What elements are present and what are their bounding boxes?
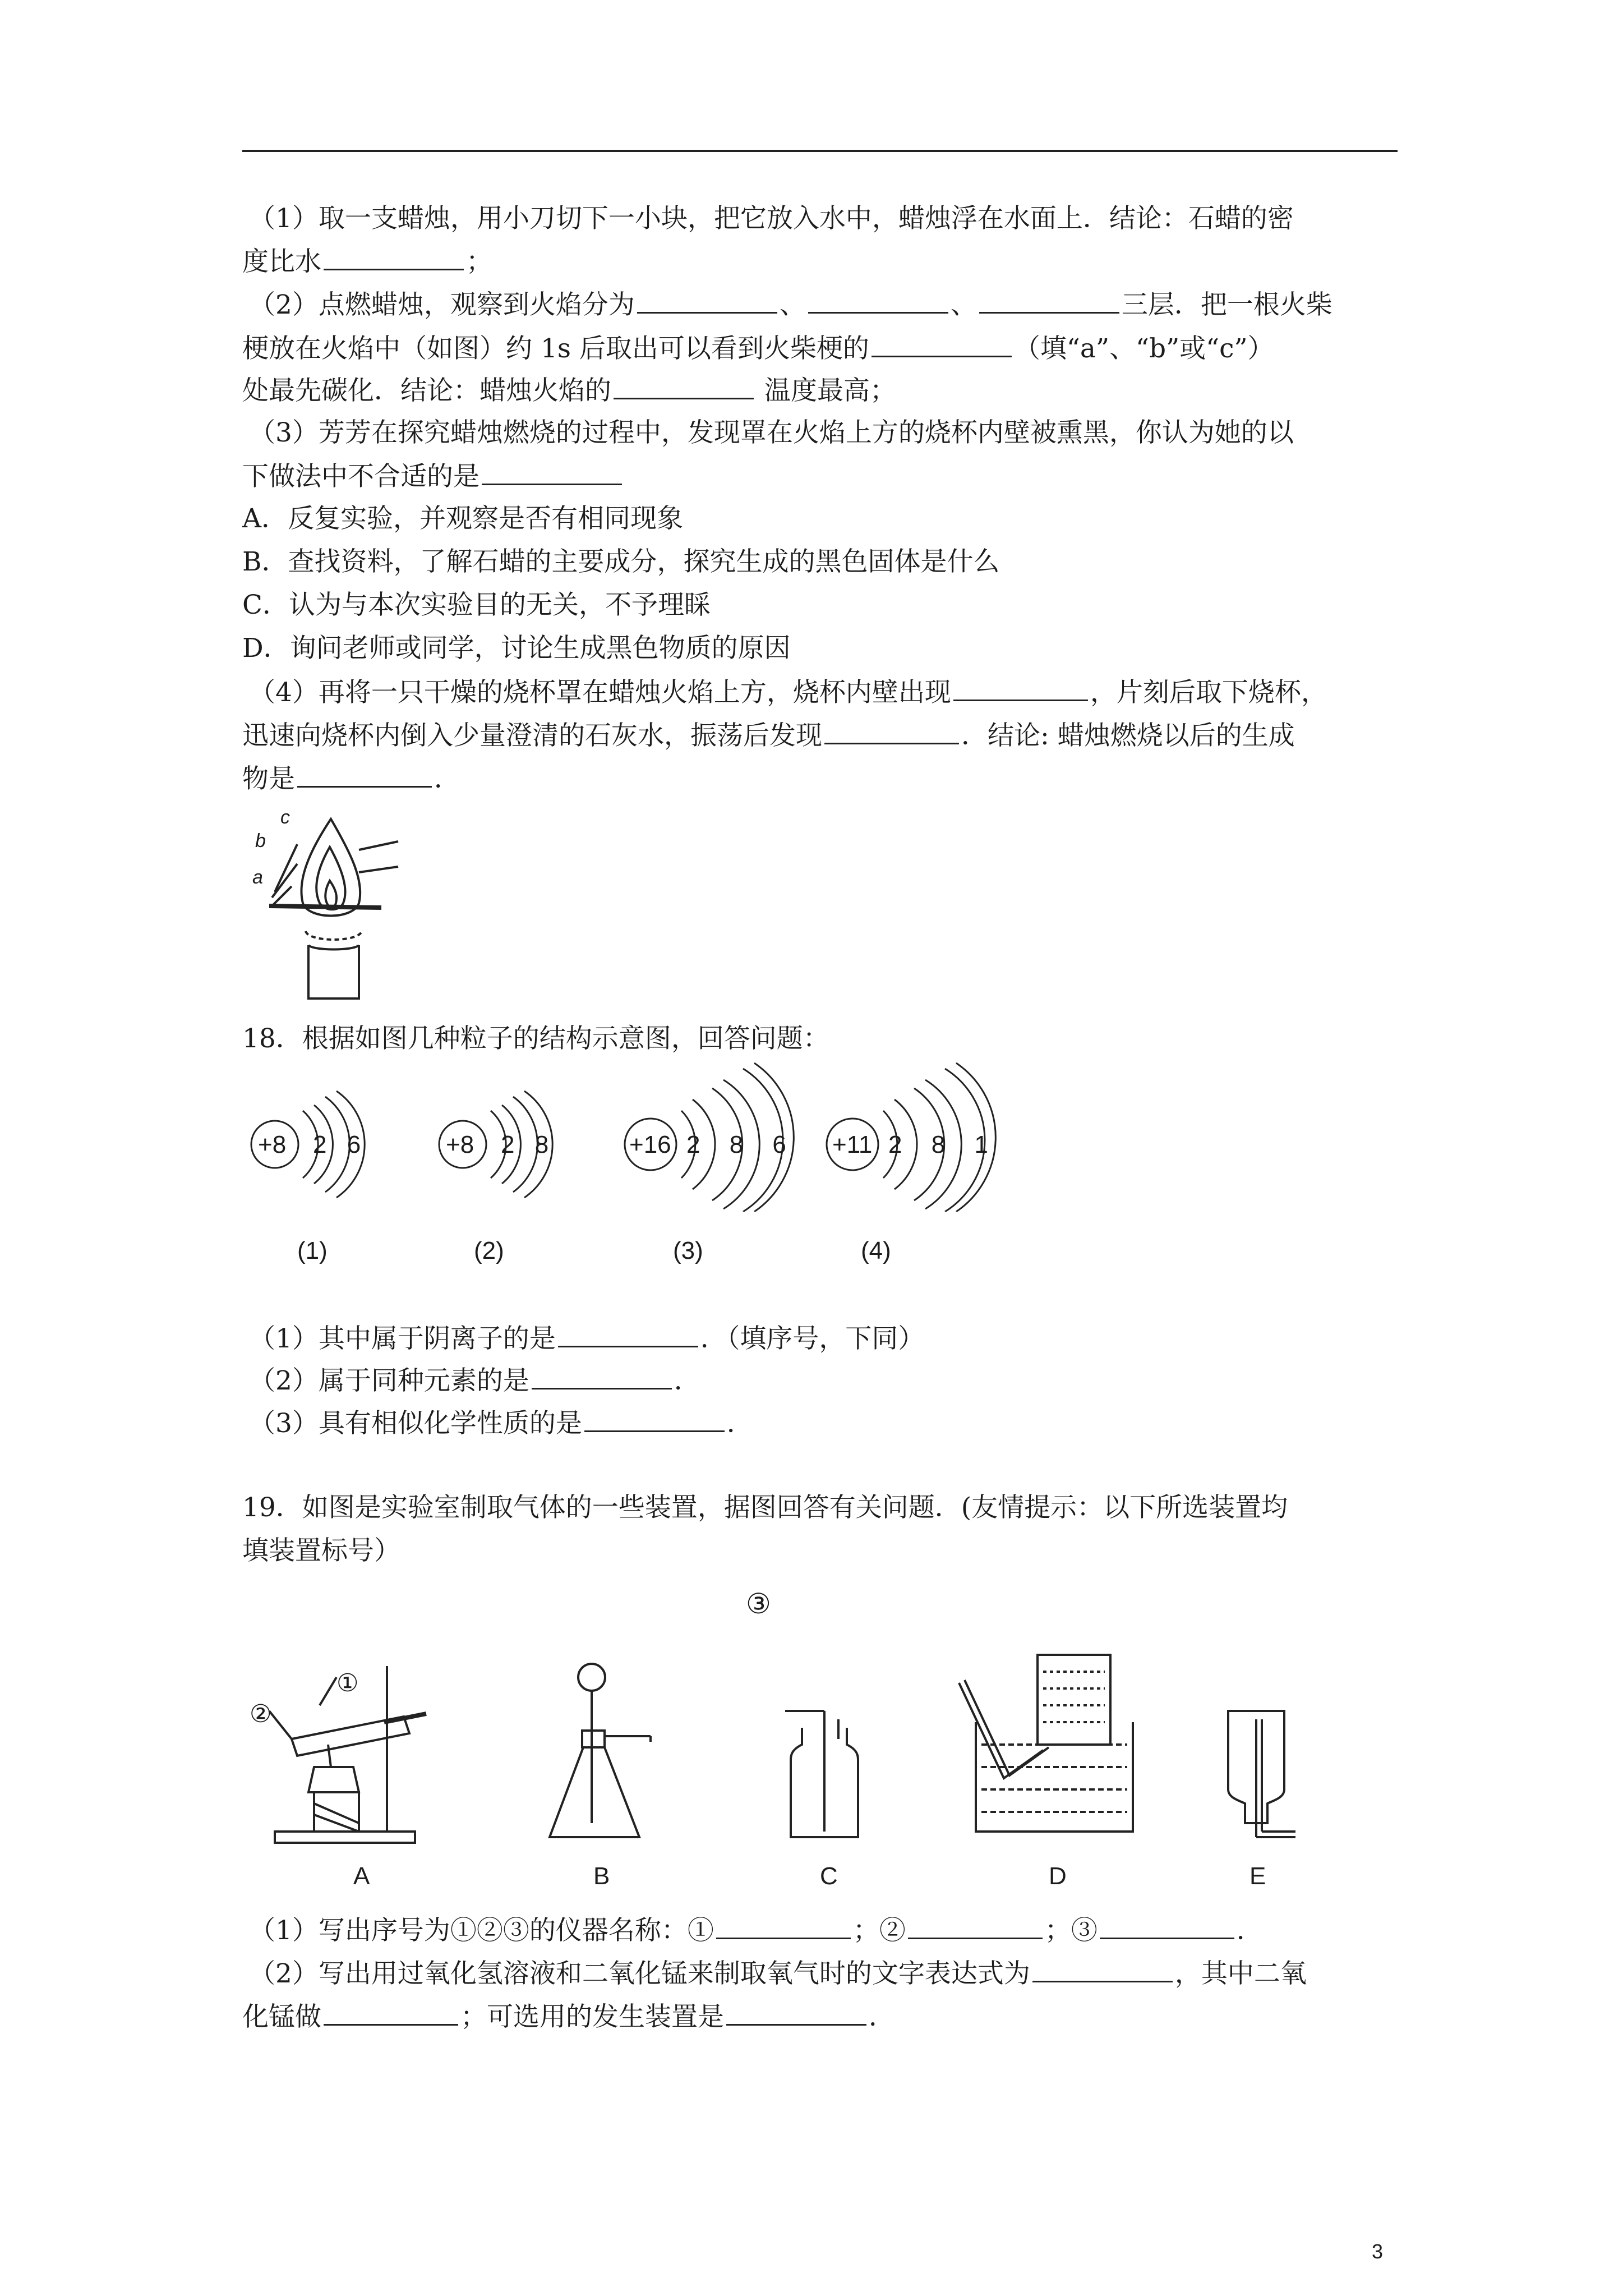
answer-blank[interactable] bbox=[637, 287, 777, 314]
particle-diagram-2 bbox=[435, 1077, 569, 1273]
answer-blank[interactable] bbox=[324, 1999, 458, 2026]
answer-blank[interactable] bbox=[953, 675, 1088, 701]
apparatus-e-figure bbox=[1217, 1705, 1307, 1846]
q19-sub2-line1: （2）写出用过氧化氢溶液和二氧化锰来制取氧气时的文字表达式为 ，其中二氧 bbox=[249, 1956, 1307, 1991]
nucleus-charge: +8 bbox=[258, 1131, 287, 1158]
q17-part2-line2: 梗放在火焰中（如图）约 1s 后取出可以看到火柴梗的 （填“a”、“b”或“c”） bbox=[242, 331, 1274, 366]
particle-label: (1) bbox=[297, 1237, 328, 1264]
answer-blank[interactable] bbox=[584, 1406, 725, 1432]
q17-option-b: B．查找资料，了解石蜡的主要成分，探究生成的黑色固体是什么 bbox=[242, 546, 1000, 577]
apparatus-b-figure bbox=[538, 1655, 679, 1846]
apparatus-label-b: B bbox=[593, 1862, 610, 1890]
q17-part2-line1: （2）点燃蜡烛，观察到火焰分为 、 、 三层．把一根火柴 bbox=[249, 287, 1332, 322]
answer-blank[interactable] bbox=[614, 373, 754, 399]
answer-blank[interactable] bbox=[324, 244, 464, 270]
q19-title-line2: 填装置标号） bbox=[242, 1535, 400, 1566]
answer-blank[interactable] bbox=[1032, 1956, 1173, 1982]
particle-label: (2) bbox=[474, 1237, 504, 1264]
flame-label-b: b bbox=[255, 830, 266, 852]
answer-blank[interactable] bbox=[297, 761, 432, 788]
marker-1: ① bbox=[336, 1669, 359, 1697]
apparatus-label-c: C bbox=[820, 1862, 838, 1890]
particle-diagram-4 bbox=[819, 1055, 1009, 1273]
circled-number-3: ③ bbox=[746, 1588, 771, 1619]
shell-electrons: 2 6 bbox=[313, 1131, 368, 1158]
q17-option-d: D．询问老师或同学，讨论生成黑色物质的原因 bbox=[242, 633, 791, 664]
nucleus-charge: +11 bbox=[832, 1131, 873, 1158]
q17-part1-line2: 度比水 ； bbox=[242, 244, 492, 279]
answer-blank[interactable] bbox=[716, 1913, 851, 1939]
q18-sub2: （2）属于同种元素的是 ． bbox=[249, 1363, 700, 1398]
q17-part4-line3: 物是 ． bbox=[242, 761, 460, 796]
q19-title-line1: 19．如图是实验室制取气体的一些装置，据图回答有关问题．(友情提示：以下所选装置均 bbox=[242, 1492, 1288, 1523]
answer-blank[interactable] bbox=[482, 459, 622, 485]
q17-part3-line1: （3）芳芳在探究蜡烛燃烧的过程中，发现罩在火焰上方的烧杯内壁被熏黑，你认为她的以 bbox=[249, 417, 1294, 448]
answer-blank[interactable] bbox=[726, 1999, 866, 2026]
q17-option-a: A．反复实验，并观察是否有相同现象 bbox=[242, 503, 683, 534]
apparatus-label-e: E bbox=[1249, 1862, 1266, 1890]
q18-sub3: （3）具有相似化学性质的是 ． bbox=[249, 1406, 753, 1441]
particle-diagram-3 bbox=[617, 1055, 808, 1273]
flame-label-c: c bbox=[280, 807, 290, 828]
q18-sub1: （1）其中属于阴离子的是 ．（填序号，下同） bbox=[249, 1321, 924, 1356]
shell-electrons: 2 8 bbox=[501, 1131, 556, 1158]
q17-part1-line1: （1）取一支蜡烛，用小刀切下一小块，把它放入水中，蜡烛浮在水面上．结论：石蜡的密 bbox=[249, 203, 1294, 234]
q17-part3-line2: 下做法中不合适的是 bbox=[242, 459, 624, 494]
header-rule bbox=[242, 150, 1398, 152]
particle-label: (3) bbox=[673, 1237, 703, 1264]
q17-part4-line1: （4）再将一只干燥的烧杯罩在蜡烛火焰上方，烧杯内壁出现 ，片刻后取下烧杯， bbox=[249, 675, 1327, 710]
apparatus-label-d: D bbox=[1049, 1862, 1067, 1890]
answer-blank[interactable] bbox=[908, 1913, 1043, 1939]
particle-label: (4) bbox=[861, 1237, 891, 1264]
page-number: 3 bbox=[1372, 2240, 1384, 2263]
candle-flame-figure bbox=[247, 808, 404, 1004]
answer-blank[interactable] bbox=[872, 331, 1012, 357]
q18-title: 18．根据如图几种粒子的结构示意图，回答问题： bbox=[242, 1023, 829, 1054]
answer-blank[interactable] bbox=[1100, 1913, 1234, 1939]
apparatus-label-a: A bbox=[353, 1862, 370, 1890]
apparatus-d-figure bbox=[953, 1649, 1144, 1840]
answer-blank[interactable] bbox=[979, 287, 1119, 314]
shell-electrons: 2 8 1 bbox=[888, 1131, 999, 1158]
q17-option-c: C．认为与本次实验目的无关，不予理睬 bbox=[242, 590, 711, 620]
q19-sub1: （1）写出序号为①②③的仪器名称：① ；② ；③ ． bbox=[249, 1913, 1263, 1948]
nucleus-charge: +8 bbox=[446, 1131, 474, 1158]
particle-diagram-1 bbox=[247, 1077, 381, 1273]
nucleus-charge: +16 bbox=[629, 1131, 671, 1158]
apparatus-c-figure bbox=[780, 1705, 869, 1846]
marker-2: ② bbox=[250, 1700, 272, 1728]
q17-part2-line3: 处最先碳化．结论：蜡烛火焰的 温度最高； bbox=[242, 373, 896, 408]
q17-part4-line2: 迅速向烧杯内倒入少量澄清的石灰水，振荡后发现 ．结论: 蜡烛燃烧以后的生成 bbox=[242, 718, 1295, 753]
answer-blank[interactable] bbox=[558, 1321, 698, 1347]
flame-label-a: a bbox=[252, 867, 263, 888]
answer-blank[interactable] bbox=[824, 718, 959, 744]
q19-sub2-line2: 化锰做 ；可选用的发生装置是 ． bbox=[242, 1999, 895, 2034]
answer-blank[interactable] bbox=[808, 287, 948, 314]
answer-blank[interactable] bbox=[532, 1363, 672, 1389]
shell-electrons: 2 8 6 bbox=[686, 1131, 797, 1158]
